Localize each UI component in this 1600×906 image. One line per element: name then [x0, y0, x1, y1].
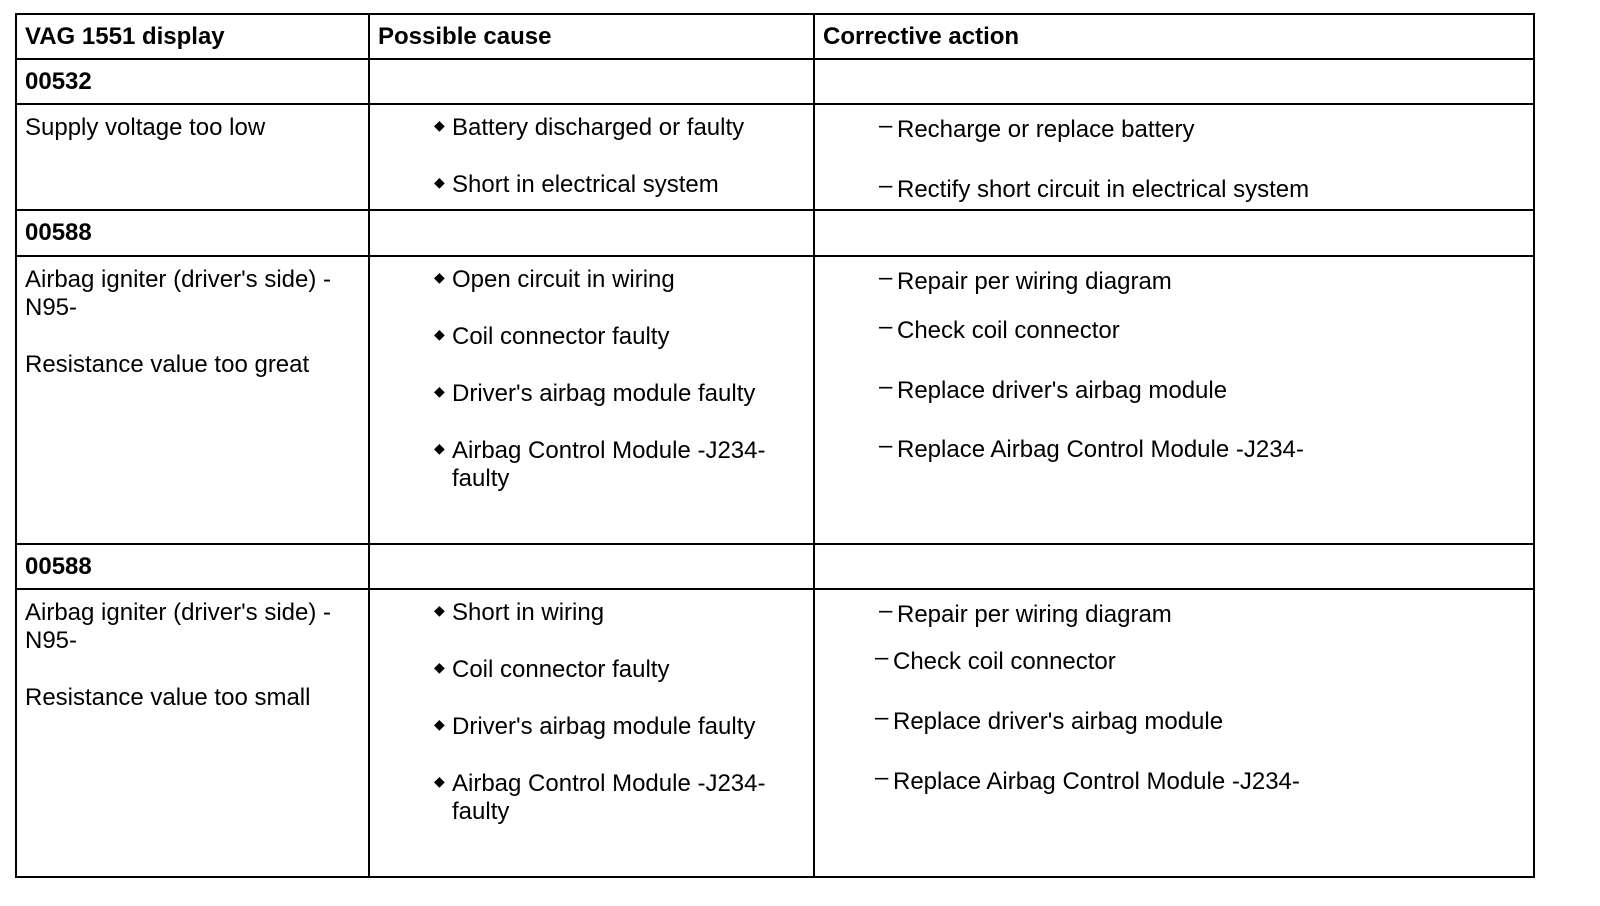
bullet-icon: ◆ [434, 117, 445, 133]
cause-item-continuation: faulty [452, 798, 510, 825]
action-item: – Recharge or replace battery [879, 112, 1195, 143]
detail-row [17, 105, 1533, 211]
fault-code: 00532 [17, 60, 370, 103]
action-cell [815, 105, 1533, 209]
header-display: VAG 1551 display [17, 15, 370, 58]
cause-item: ◆ Battery discharged or faulty [452, 114, 744, 142]
code-row [17, 545, 1533, 590]
detail-row [17, 257, 1533, 545]
bullet-icon: ◆ [434, 383, 445, 399]
dash-icon: – [879, 373, 893, 400]
bullet-icon: ◆ [434, 773, 445, 789]
empty-cell [370, 211, 815, 255]
dash-icon: – [879, 313, 893, 340]
cause-item: ◆ Short in electrical system [452, 171, 719, 199]
action-item: – Replace driver's airbag module [875, 704, 1224, 735]
empty-cell [815, 545, 1533, 588]
display-cell [17, 590, 370, 876]
action-item: – Replace Airbag Control Module -J234- [879, 432, 1304, 463]
bullet-icon: ◆ [434, 269, 445, 285]
cause-item: ◆ Driver's airbag module faulty [452, 713, 755, 741]
display-text: N95- [25, 294, 78, 321]
bullet-icon: ◆ [434, 716, 445, 732]
header-row [17, 15, 1533, 60]
action-item: – Check coil connector [879, 313, 1120, 344]
detail-row [17, 590, 1533, 876]
cause-cell [370, 257, 815, 543]
display-text: N95- [25, 627, 78, 654]
header-action: Corrective action [823, 23, 1020, 50]
display-cell [17, 105, 370, 209]
dash-icon: – [879, 172, 893, 199]
display-text: Resistance value too great [25, 351, 310, 378]
action-cell [815, 590, 1533, 876]
action-cell [815, 257, 1533, 543]
cause-item: ◆ Coil connector faulty [452, 656, 669, 684]
code-row [17, 60, 1533, 105]
header-cause: Possible cause [370, 15, 815, 58]
action-item: – Replace Airbag Control Module -J234- [875, 764, 1300, 795]
display-text: Resistance value too small [25, 684, 311, 711]
action-item: – Repair per wiring diagram [879, 264, 1172, 295]
cause-cell [370, 590, 815, 876]
fault-code: 00588 [17, 211, 370, 255]
cause-item: ◆ Airbag Control Module -J234- [452, 437, 766, 465]
dash-icon: – [879, 432, 893, 459]
display-text: Airbag igniter (driver's side) - [25, 599, 332, 626]
empty-cell [815, 211, 1533, 255]
bullet-icon: ◆ [434, 174, 445, 190]
cause-item: ◆ Short in wiring [452, 599, 604, 627]
bullet-icon: ◆ [434, 440, 445, 456]
fault-code: 00588 [17, 545, 370, 588]
bullet-icon: ◆ [434, 602, 445, 618]
dash-icon: – [875, 644, 889, 671]
fault-table [15, 13, 1535, 878]
cause-item: ◆ Coil connector faulty [452, 323, 669, 351]
empty-cell [815, 60, 1533, 103]
cause-cell [370, 105, 815, 209]
action-item: – Repair per wiring diagram [879, 597, 1172, 628]
display-cell [17, 257, 370, 543]
bullet-icon: ◆ [434, 659, 445, 675]
dash-icon: – [879, 264, 893, 291]
code-row [17, 211, 1533, 257]
dash-icon: – [879, 112, 893, 139]
action-item: – Check coil connector [875, 644, 1116, 675]
dash-icon: – [875, 704, 889, 731]
dash-icon: – [875, 764, 889, 791]
display-text: Supply voltage too low [25, 114, 266, 141]
action-item: – Replace driver's airbag module [879, 373, 1228, 404]
cause-item: ◆ Driver's airbag module faulty [452, 380, 755, 408]
empty-cell [370, 60, 815, 103]
dash-icon: – [879, 597, 893, 624]
cause-item: ◆ Open circuit in wiring [452, 266, 675, 294]
cause-item: ◆ Airbag Control Module -J234- [452, 770, 766, 798]
bullet-icon: ◆ [434, 326, 445, 342]
cause-item-continuation: faulty [452, 465, 510, 492]
empty-cell [370, 545, 815, 588]
display-text: Airbag igniter (driver's side) - [25, 266, 332, 293]
action-item: – Rectify short circuit in electrical system [879, 172, 1310, 203]
